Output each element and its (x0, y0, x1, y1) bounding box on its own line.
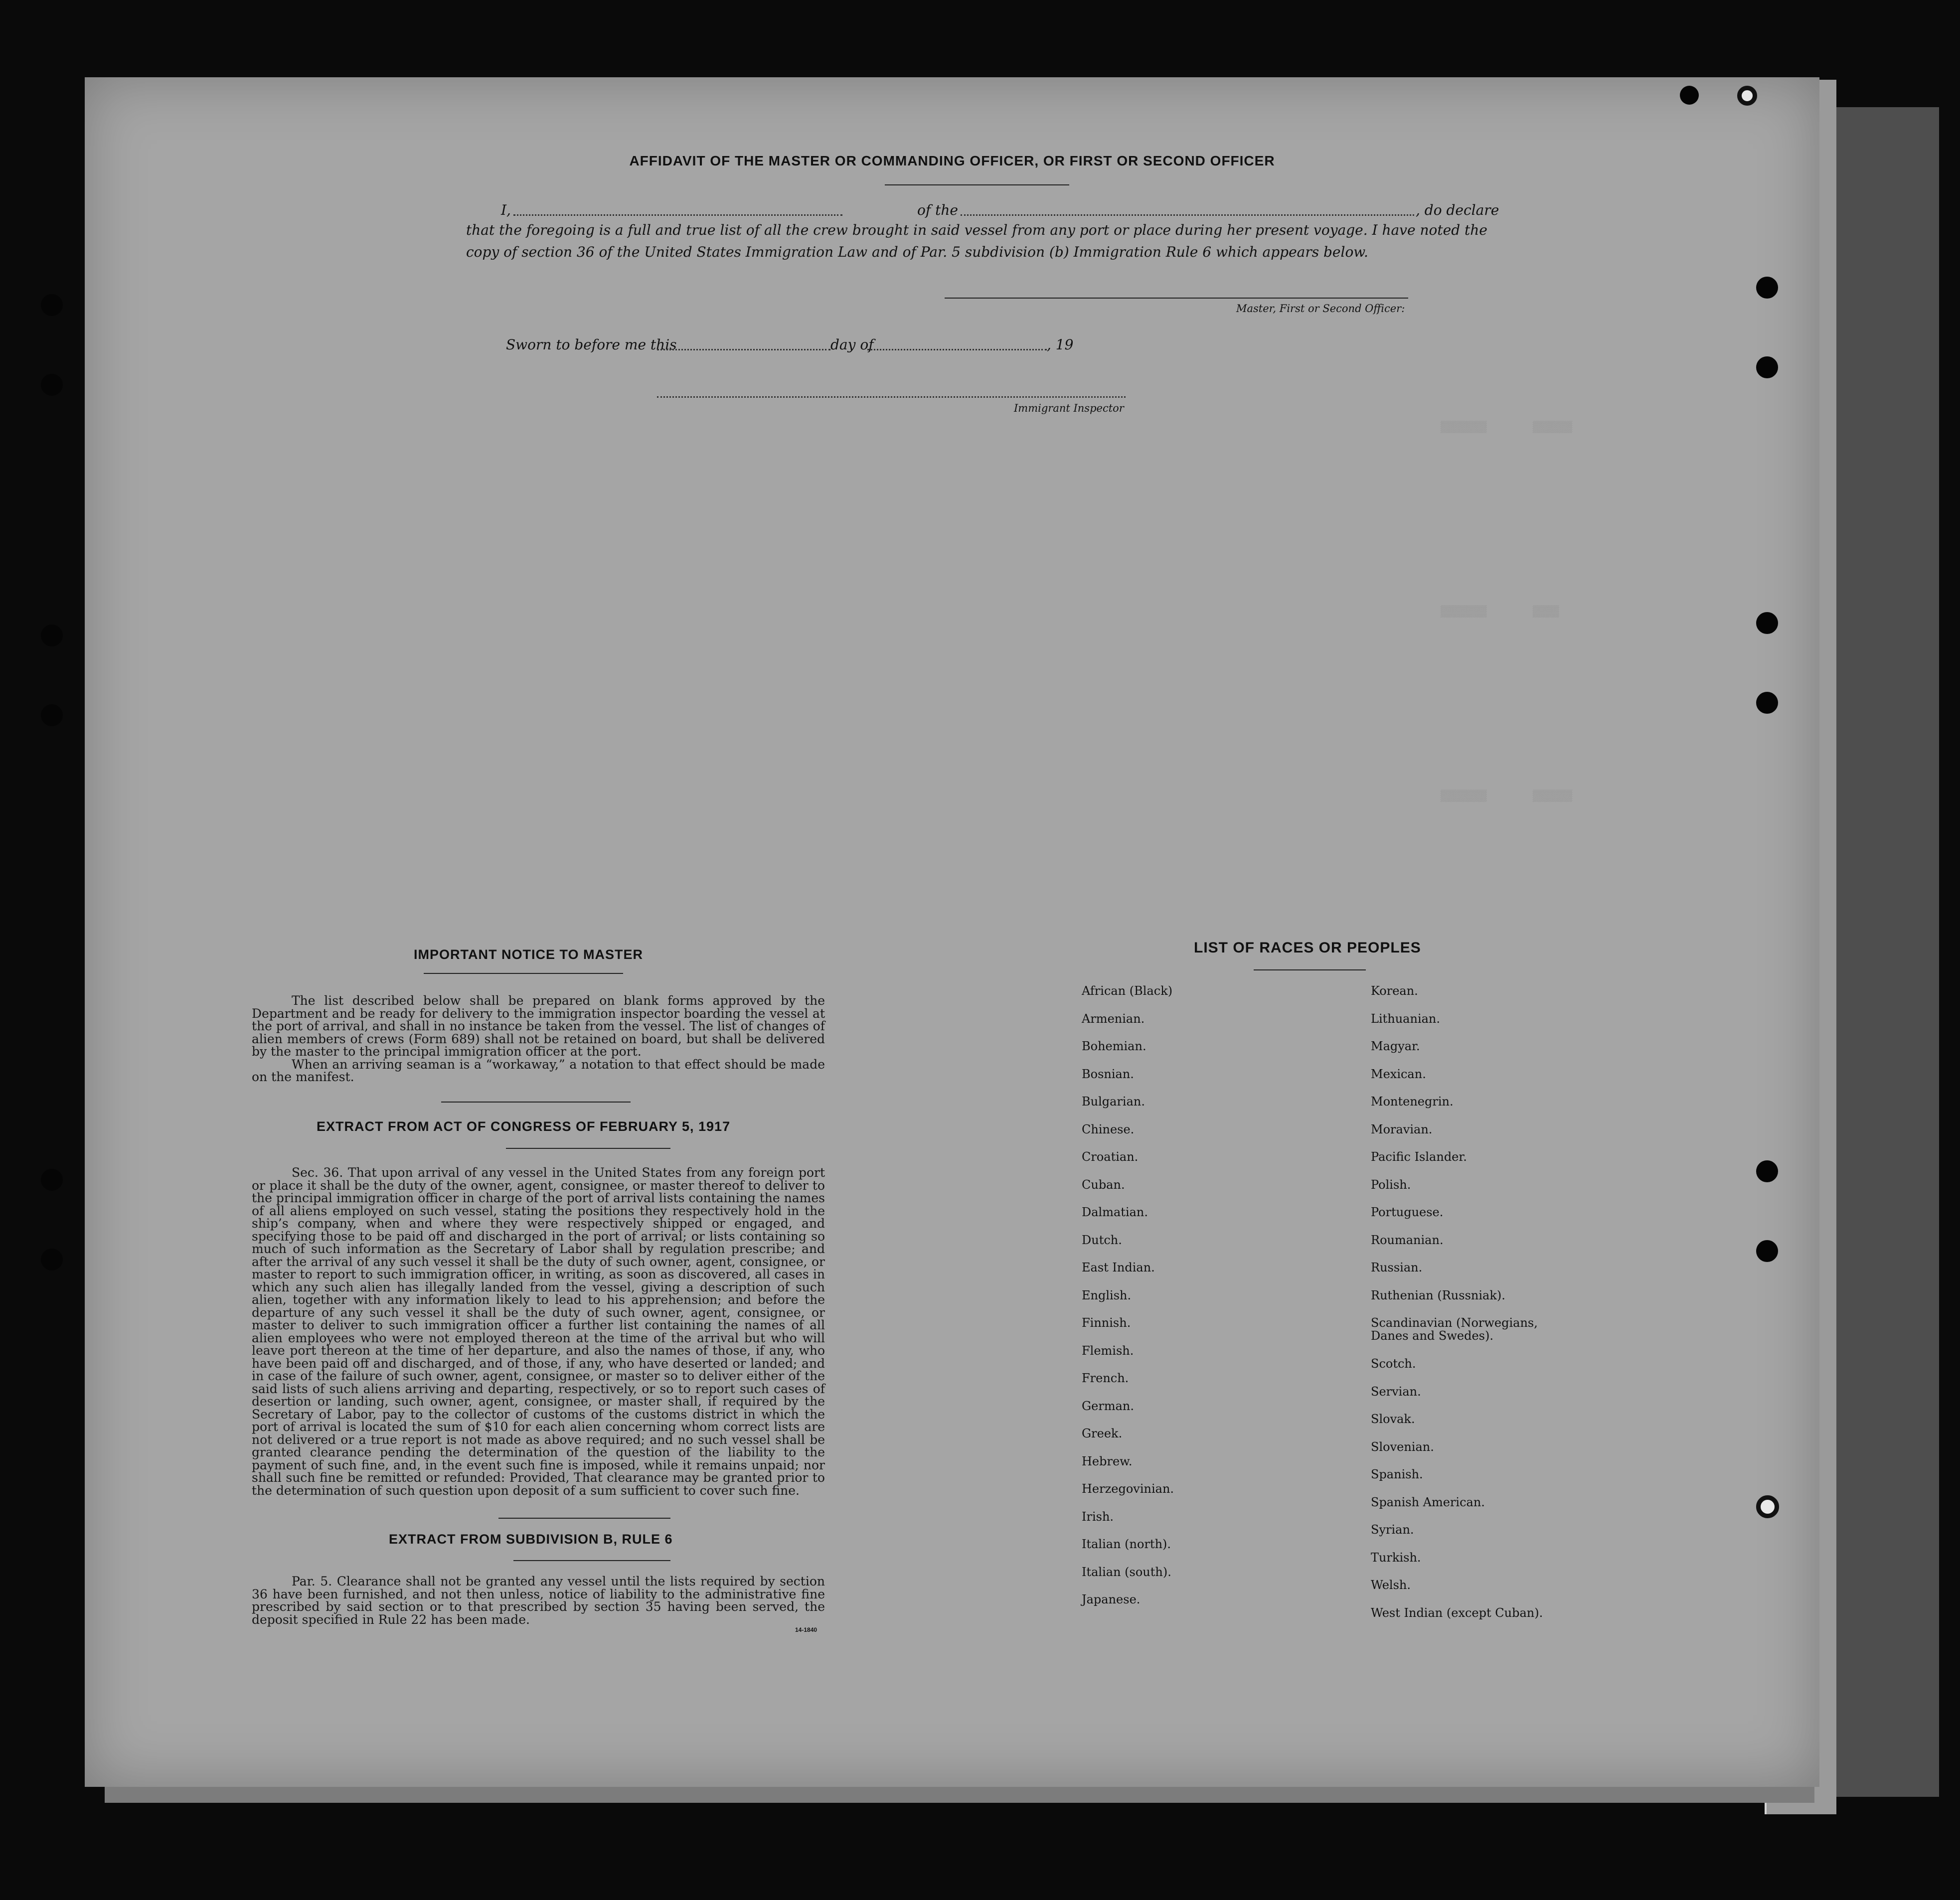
heading-rule (885, 184, 1069, 185)
race-item: Polish. (1371, 1177, 1411, 1192)
race-item: Bosnian. (1082, 1067, 1134, 1081)
affidavit-heading: AFFIDAVIT OF THE MASTER OR COMMANDING OFFICER, OR FIRST OR SECOND OFFICER (629, 153, 1275, 168)
race-item: Flemish. (1082, 1343, 1134, 1358)
vessel-label: of the (917, 202, 958, 218)
binder-hole (41, 374, 63, 396)
race-item: Magyar. (1371, 1039, 1420, 1053)
rule-rule-top (498, 1518, 670, 1519)
rule-heading: EXTRACT FROM SUBDIVISION B, RULE 6 (389, 1532, 673, 1547)
race-item: Irish. (1082, 1509, 1114, 1524)
race-item: Spanish American. (1371, 1495, 1485, 1509)
race-item: Greek. (1082, 1426, 1123, 1440)
binder-hole (1756, 1160, 1778, 1182)
race-item: Montenegrin. (1371, 1095, 1454, 1108)
affidavit-line-2: that the foregoing is a full and true list of all the crew brought in said vessel from any port or place during her present voyage. I have noted the (466, 222, 1487, 238)
race-item: West Indian (except Cuban). (1371, 1605, 1543, 1620)
rule-text (252, 1575, 825, 1626)
rule-rule-bottom (513, 1560, 670, 1561)
sworn-label: Sworn to before me this (506, 336, 677, 353)
vessel-name-field[interactable] (961, 214, 1414, 216)
inspector-caption: Immigrant Inspector (1014, 402, 1124, 414)
binder-hole (1756, 612, 1778, 634)
act-text (252, 1166, 825, 1497)
race-item: Dalmatian. (1082, 1205, 1148, 1219)
binder-hole (1680, 86, 1699, 105)
race-item: Bulgarian. (1082, 1095, 1145, 1108)
act-rule-top (441, 1102, 631, 1103)
binder-hole (1756, 692, 1778, 714)
race-item: Korean. (1371, 984, 1418, 998)
form-number: 14-1840 (795, 1626, 817, 1633)
inspector-signature-line[interactable] (657, 396, 1126, 398)
race-item: Bohemian. (1082, 1039, 1146, 1053)
race-item: Japanese. (1082, 1592, 1141, 1606)
sworn-day-field[interactable] (657, 349, 830, 350)
race-item: Cuban. (1082, 1177, 1125, 1192)
race-item: Italian (south). (1082, 1565, 1171, 1579)
race-item: Armenian. (1082, 1011, 1145, 1026)
notice-heading: IMPORTANT NOTICE TO MASTER (414, 947, 643, 962)
affidavit-line-3: copy of section 36 of the United States Immigration Law and of Par. 5 subdivision (b) Immigration Rule 6 which appears below. (466, 244, 1368, 260)
race-item: Croatian. (1082, 1150, 1139, 1164)
bleed-through-text: ▒▒▒▒▒▒▒ ▒▒▒▒▒▒ (1441, 421, 1573, 434)
race-item: English. (1082, 1288, 1132, 1302)
backing-board (1824, 107, 1939, 1797)
race-item: Servian. (1371, 1384, 1421, 1399)
binder-hole (41, 1249, 63, 1270)
master-signature-line[interactable] (945, 298, 1408, 299)
declarant-name-field[interactable] (513, 214, 842, 216)
race-item: French. (1082, 1371, 1129, 1385)
race-item: Spanish. (1371, 1467, 1423, 1481)
race-item: Moravian. (1371, 1122, 1433, 1136)
binder-hole (1756, 1240, 1778, 1262)
race-item: African (Black) (1082, 984, 1173, 998)
race-item: Scotch. (1371, 1357, 1416, 1371)
race-item: Roumanian. (1371, 1233, 1444, 1247)
act-body: Sec. 36. That upon arrival of any vessel in the United States from any foreign port or place it shall be the duty of the owner, agent, consignee, or master thereof to deliver to the principal immigration officer in charge of the port of arrival lists containing the names of all aliens employed on such vessel, stating the positions they respectively hold in the ship’s company, when and where they were respectively shipped or engaged, and specifying those to be paid off and discharged in the port of arrival; or lists containing so much of such information as the Secretary of Labor shall by regulation prescribe; and after the arrival of any such vessel it shall be the duty of such owner, agent, consignee, or master to report to such immigration officer, in writing, as soon as discovered, all cases in which any such alien has illegally landed from the vessel, giving a description of such alien, together with any information likely to lead to his apprehension; and before the departure of any such vessel it shall be the duty of such owner, agent, consignee, or master to deliver to such immigration officer a further list containing the names of all alien employees who were not employed thereon at the time of the arrival but who will leave port thereon at the time of her departure, and also the names of those, if any, who have been paid off and discharged, and of those, if any, who have deserted or landed; and in case of the failure of such owner, agent, consignee, or master so to deliver either of the said lists of such aliens arriving and departing, respectively, or so to report such cases of desertion or landing, such owner, agent, consignee, or master shall, if required by the Secretary of Labor, pay to the collector of customs of the customs district in which the port of arrival is located the sum of $10 for each alien concerning whom correct lists are not delivered or a true report is not made as above required; and no such vessel shall be granted clearance pending the determination of the question of the liability to the payment of such fine, and, in the event such fine is imposed, while it remains unpaid; nor shall such fine be remitted or refunded: Provided, That clearance may be granted prior to the determination of such question upon deposit of a sum sufficient to cover such fine. (252, 1165, 825, 1498)
declare-text: , do declare (1416, 202, 1499, 218)
binder-hole (41, 294, 63, 316)
notice-paragraph-2: When an arriving seaman is a “workaway,” a notation to that effect should be made on the manifest. (252, 1057, 825, 1084)
race-item: Ruthenian (Russniak). (1371, 1288, 1505, 1302)
races-heading: LIST OF RACES OR PEOPLES (1194, 940, 1421, 956)
notice-rule (424, 973, 623, 974)
races-rule (1254, 969, 1366, 970)
race-item: Welsh. (1371, 1578, 1411, 1592)
declarant-label: I, (501, 202, 511, 218)
race-item: Russian. (1371, 1261, 1423, 1274)
bleed-through-text: ▒▒▒▒▒▒▒ ▒▒▒▒ (1441, 606, 1559, 618)
binder-hole (1737, 86, 1757, 106)
notice-paragraph-1: The list described below shall be prepared on blank forms approved by the Department and be ready for delivery to the immigration inspector boarding the vessel at the port of arrival, and shall in no instance be taken from the vessel. The list of changes of alien members of crews (Form 689) shall not be retained on board, but shall be delivered by the master to the principal immigration officer at the port. (252, 993, 825, 1059)
sworn-month-field[interactable] (867, 349, 1047, 350)
race-item: Scandinavian (Norwegians, Danes and Swedes). (1371, 1316, 1538, 1343)
day-of-label: day of (830, 336, 874, 353)
race-item: Slovenian. (1371, 1439, 1434, 1454)
binder-hole (1756, 356, 1778, 378)
race-item: Hebrew. (1082, 1454, 1133, 1468)
bleed-through-text: ▒▒▒▒▒▒▒ ▒▒▒▒▒▒ (1441, 790, 1573, 802)
race-item: Portuguese. (1371, 1205, 1444, 1219)
binder-hole (41, 704, 63, 726)
race-item: Chinese. (1082, 1122, 1135, 1136)
manifest-sheet (85, 77, 1819, 1787)
race-item: Syrian. (1371, 1523, 1414, 1537)
race-item: German. (1082, 1399, 1134, 1413)
race-item: Italian (north). (1082, 1537, 1171, 1551)
rule-body: Par. 5. Clearance shall not be granted any vessel until the lists required by section 36 have been furnished, and not then unless, notice of liability to the administrative fine prescribed by said section or to that prescribed by section 35 having been served, the deposit specified in Rule 22 has been made. (252, 1574, 825, 1627)
race-item: Turkish. (1371, 1550, 1421, 1565)
race-item: Slovak. (1371, 1412, 1415, 1426)
binder-hole (1756, 1495, 1779, 1518)
page-stack-bottom (105, 1787, 1814, 1803)
race-item: Pacific Islander. (1371, 1150, 1467, 1164)
race-item: Herzegovinian. (1082, 1482, 1174, 1496)
race-item: Finnish. (1082, 1316, 1131, 1330)
binder-hole (41, 1169, 63, 1191)
master-signature-caption: Master, First or Second Officer: (1236, 303, 1405, 315)
race-item: East Indian. (1082, 1261, 1155, 1274)
race-item: Dutch. (1082, 1233, 1122, 1247)
act-heading: EXTRACT FROM ACT OF CONGRESS OF FEBRUARY 5, 1917 (317, 1119, 731, 1134)
year-label: , 19 (1047, 336, 1074, 353)
act-rule-bottom (506, 1148, 670, 1149)
binder-hole (1756, 277, 1778, 299)
race-item: Mexican. (1371, 1067, 1426, 1081)
notice-text (252, 994, 825, 1084)
binder-hole (41, 625, 63, 646)
race-item: Lithuanian. (1371, 1011, 1441, 1026)
